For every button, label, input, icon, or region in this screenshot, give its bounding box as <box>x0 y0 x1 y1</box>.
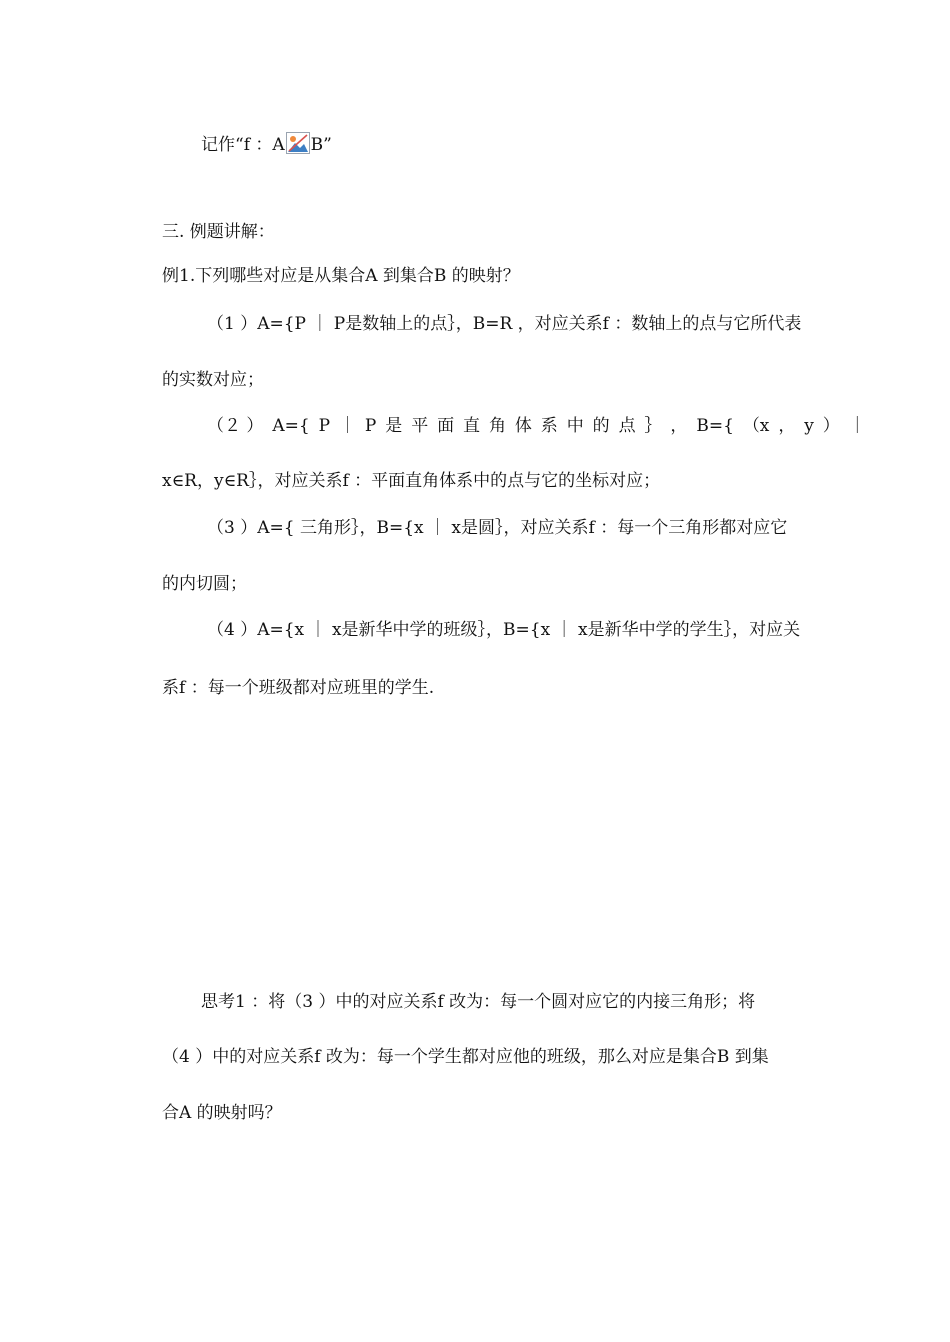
item3-line2: 的内切圆； <box>162 574 247 594</box>
item2-token: 直 <box>463 416 481 436</box>
item2-line1 <box>207 414 866 438</box>
item2-token: y <box>804 416 814 436</box>
item2-token: ｝ <box>644 416 662 436</box>
item2-token: 面 <box>437 416 455 436</box>
item2-token: 的 <box>592 416 610 436</box>
item2-token: 角 <box>488 416 506 436</box>
item2-token: A={ <box>272 416 310 436</box>
notation-suffix: B” <box>310 135 332 155</box>
item2-token: 平 <box>411 416 429 436</box>
item1-line2: 的实数对应； <box>162 370 264 390</box>
item2-token: 体 <box>514 416 532 436</box>
item2-token: 点 <box>618 416 636 436</box>
example-question: 例1.下列哪些对应是从集合A 到集合B 的映射？ <box>162 266 520 286</box>
thinking-line3: 合A 的映射吗？ <box>162 1103 282 1123</box>
item2-token: 中 <box>566 416 584 436</box>
item2-line2: x∈R，y∈R｝，对应关系f ：平面直角体系中的点与它的坐标对应； <box>162 471 661 491</box>
item2-token: ， <box>670 416 688 436</box>
thinking-line1: 思考1 ：将（3 ）中的对应关系f 改为：每一个圆对应它的内接三角形；将 <box>201 992 756 1012</box>
item2-token: （２ ） <box>207 416 264 436</box>
section-heading: 三. 例题讲解： <box>162 222 275 242</box>
item2-token: P <box>364 416 377 436</box>
item4-line2: 系f ：每一个班级都对应班里的学生. <box>162 678 435 698</box>
item2-token: B={ <box>696 416 734 436</box>
item3-line1: （3 ）A={ 三角形｝，B={x ｜ x是圆｝，对应关系f ：每一个三角形都对应它 <box>207 518 788 538</box>
item2-token: P <box>318 416 331 436</box>
notation-line <box>201 132 332 157</box>
thinking-line2: （4 ）中的对应关系f 改为：每一个学生都对应他的班级，那么对应是集合B 到集 <box>162 1047 769 1067</box>
item2-token: ｜ <box>338 416 356 436</box>
item2-token: 是 <box>385 416 403 436</box>
item2-token: 系 <box>540 416 558 436</box>
item2-token: ｜ <box>848 416 866 436</box>
broken-image-icon <box>286 132 310 154</box>
item1-line1: （1 ）A={P ｜ P是数轴上的点｝，B=R ，对应关系f ：数轴上的点与它所代表 <box>207 314 802 334</box>
item2-token: ， <box>778 416 796 436</box>
notation-prefix: 记作“f ：A <box>201 135 285 155</box>
item2-token: ） <box>822 416 840 436</box>
item2-token: （x <box>742 416 770 436</box>
item4-line1: （4 ）A={x ｜ x是新华中学的班级｝，B={x ｜ x是新华中学的学生｝，对应关 <box>207 620 801 640</box>
